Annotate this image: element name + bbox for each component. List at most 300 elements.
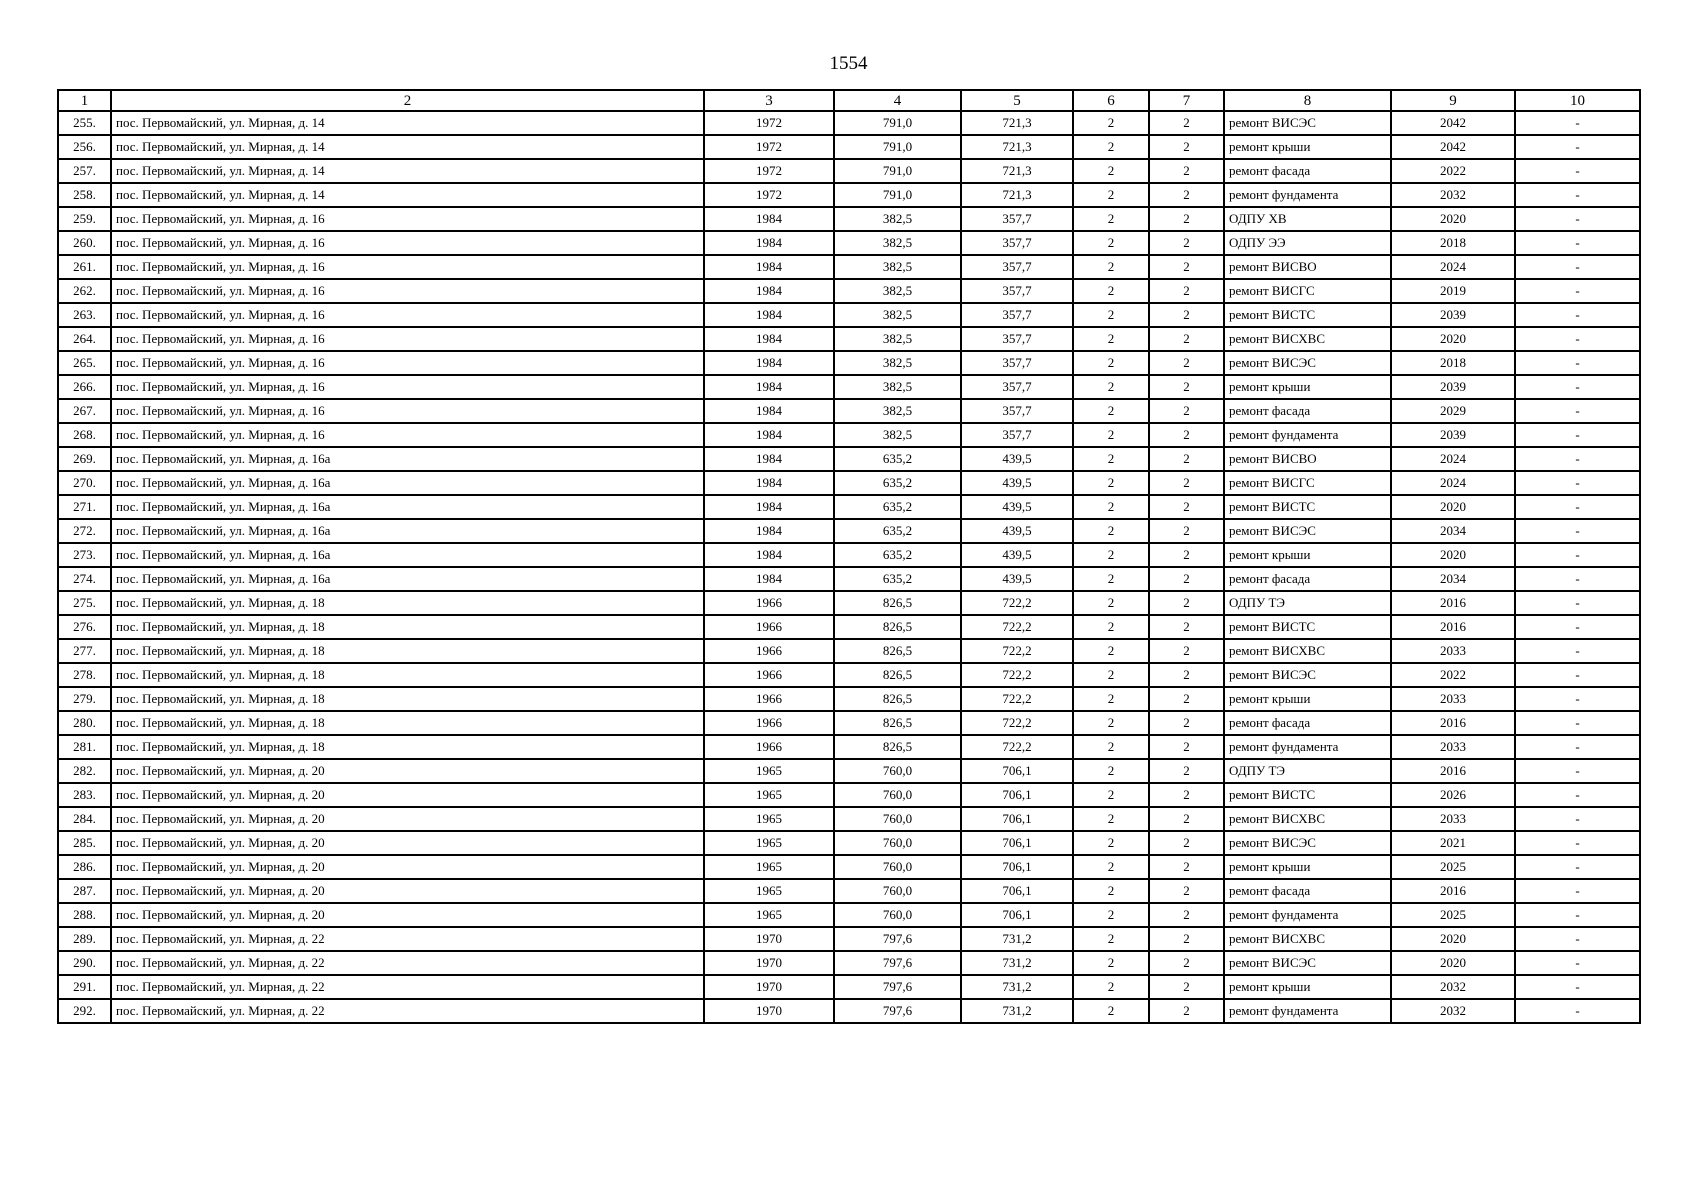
table-row	[58, 807, 1640, 831]
entrances-cell: 2	[1149, 759, 1224, 783]
address-cell: пос. Первомайский, ул. Мирная, д. 14	[111, 111, 704, 135]
floors-cell: 2	[1073, 447, 1149, 471]
total-area-cell: 635,2	[834, 519, 961, 543]
year-built-cell: 1984	[704, 279, 834, 303]
notes-cell: -	[1515, 135, 1640, 159]
work-type-cell: ремонт крыши	[1224, 375, 1391, 399]
living-area-cell: 722,2	[961, 663, 1073, 687]
notes-cell: -	[1515, 711, 1640, 735]
planned-year-cell: 2034	[1391, 567, 1515, 591]
work-type-cell: ремонт крыши	[1224, 975, 1391, 999]
address-cell: пос. Первомайский, ул. Мирная, д. 16	[111, 207, 704, 231]
entrances-cell: 2	[1149, 327, 1224, 351]
column-header-4: 4	[834, 90, 961, 111]
year-built-cell: 1966	[704, 687, 834, 711]
table-row	[58, 855, 1640, 879]
planned-year-cell: 2016	[1391, 879, 1515, 903]
planned-year-cell: 2039	[1391, 303, 1515, 327]
work-type-cell: ремонт ВИСХВС	[1224, 927, 1391, 951]
header-row	[58, 90, 1640, 111]
floors-cell: 2	[1073, 759, 1149, 783]
row-number-cell: 291.	[58, 975, 111, 999]
year-built-cell: 1984	[704, 327, 834, 351]
year-built-cell: 1984	[704, 447, 834, 471]
notes-cell: -	[1515, 327, 1640, 351]
living-area-cell: 721,3	[961, 159, 1073, 183]
notes-cell: -	[1515, 255, 1640, 279]
work-type-cell: ремонт фасада	[1224, 711, 1391, 735]
notes-cell: -	[1515, 279, 1640, 303]
work-type-cell: ремонт фундамента	[1224, 183, 1391, 207]
row-number-cell: 274.	[58, 567, 111, 591]
planned-year-cell: 2022	[1391, 663, 1515, 687]
notes-cell: -	[1515, 111, 1640, 135]
floors-cell: 2	[1073, 303, 1149, 327]
notes-cell: -	[1515, 543, 1640, 567]
work-type-cell: ремонт ВИСТС	[1224, 495, 1391, 519]
table-body	[58, 111, 1640, 1023]
work-type-cell: ремонт фундамента	[1224, 903, 1391, 927]
address-cell: пос. Первомайский, ул. Мирная, д. 16а	[111, 543, 704, 567]
living-area-cell: 357,7	[961, 255, 1073, 279]
year-built-cell: 1970	[704, 927, 834, 951]
row-number-cell: 257.	[58, 159, 111, 183]
column-header-3: 3	[704, 90, 834, 111]
address-cell: пос. Первомайский, ул. Мирная, д. 16	[111, 351, 704, 375]
entrances-cell: 2	[1149, 591, 1224, 615]
entrances-cell: 2	[1149, 735, 1224, 759]
living-area-cell: 439,5	[961, 567, 1073, 591]
entrances-cell: 2	[1149, 111, 1224, 135]
table-row	[58, 279, 1640, 303]
entrances-cell: 2	[1149, 855, 1224, 879]
work-type-cell: ОДПУ ТЭ	[1224, 591, 1391, 615]
row-number-cell: 278.	[58, 663, 111, 687]
floors-cell: 2	[1073, 927, 1149, 951]
total-area-cell: 791,0	[834, 183, 961, 207]
row-number-cell: 259.	[58, 207, 111, 231]
total-area-cell: 635,2	[834, 495, 961, 519]
column-header-1: 1	[58, 90, 111, 111]
address-cell: пос. Первомайский, ул. Мирная, д. 22	[111, 927, 704, 951]
planned-year-cell: 2016	[1391, 759, 1515, 783]
notes-cell: -	[1515, 687, 1640, 711]
planned-year-cell: 2016	[1391, 711, 1515, 735]
address-cell: пос. Первомайский, ул. Мирная, д. 16	[111, 375, 704, 399]
living-area-cell: 722,2	[961, 591, 1073, 615]
total-area-cell: 382,5	[834, 231, 961, 255]
notes-cell: -	[1515, 231, 1640, 255]
total-area-cell: 826,5	[834, 687, 961, 711]
living-area-cell: 706,1	[961, 759, 1073, 783]
table-row	[58, 543, 1640, 567]
table-row	[58, 759, 1640, 783]
table-row	[58, 663, 1640, 687]
row-number-cell: 279.	[58, 687, 111, 711]
notes-cell: -	[1515, 879, 1640, 903]
living-area-cell: 357,7	[961, 207, 1073, 231]
entrances-cell: 2	[1149, 183, 1224, 207]
work-type-cell: ремонт ВИСТС	[1224, 615, 1391, 639]
entrances-cell: 2	[1149, 303, 1224, 327]
row-number-cell: 268.	[58, 423, 111, 447]
row-number-cell: 264.	[58, 327, 111, 351]
floors-cell: 2	[1073, 783, 1149, 807]
work-type-cell: ремонт ВИСЭС	[1224, 951, 1391, 975]
work-type-cell: ремонт фасада	[1224, 567, 1391, 591]
year-built-cell: 1984	[704, 351, 834, 375]
living-area-cell: 439,5	[961, 519, 1073, 543]
entrances-cell: 2	[1149, 567, 1224, 591]
row-number-cell: 267.	[58, 399, 111, 423]
notes-cell: -	[1515, 471, 1640, 495]
year-built-cell: 1965	[704, 903, 834, 927]
planned-year-cell: 2018	[1391, 231, 1515, 255]
total-area-cell: 382,5	[834, 375, 961, 399]
work-type-cell: ремонт фундамента	[1224, 423, 1391, 447]
living-area-cell: 439,5	[961, 495, 1073, 519]
table-row	[58, 735, 1640, 759]
year-built-cell: 1972	[704, 159, 834, 183]
floors-cell: 2	[1073, 471, 1149, 495]
floors-cell: 2	[1073, 399, 1149, 423]
row-number-cell: 263.	[58, 303, 111, 327]
row-number-cell: 280.	[58, 711, 111, 735]
notes-cell: -	[1515, 807, 1640, 831]
planned-year-cell: 2019	[1391, 279, 1515, 303]
floors-cell: 2	[1073, 255, 1149, 279]
work-type-cell: ремонт ВИСХВС	[1224, 807, 1391, 831]
notes-cell: -	[1515, 303, 1640, 327]
living-area-cell: 357,7	[961, 303, 1073, 327]
year-built-cell: 1984	[704, 303, 834, 327]
notes-cell: -	[1515, 663, 1640, 687]
row-number-cell: 260.	[58, 231, 111, 255]
year-built-cell: 1972	[704, 135, 834, 159]
row-number-cell: 289.	[58, 927, 111, 951]
total-area-cell: 826,5	[834, 663, 961, 687]
planned-year-cell: 2032	[1391, 183, 1515, 207]
total-area-cell: 760,0	[834, 879, 961, 903]
address-cell: пос. Первомайский, ул. Мирная, д. 18	[111, 615, 704, 639]
year-built-cell: 1984	[704, 207, 834, 231]
entrances-cell: 2	[1149, 831, 1224, 855]
year-built-cell: 1972	[704, 183, 834, 207]
row-number-cell: 272.	[58, 519, 111, 543]
floors-cell: 2	[1073, 903, 1149, 927]
table-row	[58, 927, 1640, 951]
total-area-cell: 826,5	[834, 639, 961, 663]
work-type-cell: ремонт ВИСГС	[1224, 279, 1391, 303]
work-type-cell: ремонт ВИСТС	[1224, 303, 1391, 327]
table-row	[58, 159, 1640, 183]
address-cell: пос. Первомайский, ул. Мирная, д. 18	[111, 639, 704, 663]
work-type-cell: ремонт крыши	[1224, 687, 1391, 711]
total-area-cell: 382,5	[834, 303, 961, 327]
total-area-cell: 826,5	[834, 735, 961, 759]
year-built-cell: 1984	[704, 471, 834, 495]
entrances-cell: 2	[1149, 903, 1224, 927]
notes-cell: -	[1515, 735, 1640, 759]
year-built-cell: 1972	[704, 111, 834, 135]
row-number-cell: 275.	[58, 591, 111, 615]
table-row	[58, 447, 1640, 471]
notes-cell: -	[1515, 639, 1640, 663]
row-number-cell: 285.	[58, 831, 111, 855]
address-cell: пос. Первомайский, ул. Мирная, д. 20	[111, 855, 704, 879]
table-row	[58, 207, 1640, 231]
address-cell: пос. Первомайский, ул. Мирная, д. 22	[111, 999, 704, 1023]
total-area-cell: 826,5	[834, 711, 961, 735]
entrances-cell: 2	[1149, 447, 1224, 471]
entrances-cell: 2	[1149, 135, 1224, 159]
planned-year-cell: 2020	[1391, 927, 1515, 951]
total-area-cell: 382,5	[834, 255, 961, 279]
table-row	[58, 111, 1640, 135]
table-row	[58, 519, 1640, 543]
entrances-cell: 2	[1149, 423, 1224, 447]
work-type-cell: ремонт крыши	[1224, 543, 1391, 567]
notes-cell: -	[1515, 207, 1640, 231]
table-row	[58, 255, 1640, 279]
row-number-cell: 255.	[58, 111, 111, 135]
total-area-cell: 826,5	[834, 591, 961, 615]
living-area-cell: 439,5	[961, 447, 1073, 471]
living-area-cell: 706,1	[961, 783, 1073, 807]
planned-year-cell: 2033	[1391, 807, 1515, 831]
work-type-cell: ремонт фасада	[1224, 879, 1391, 903]
address-cell: пос. Первомайский, ул. Мирная, д. 16а	[111, 567, 704, 591]
year-built-cell: 1965	[704, 759, 834, 783]
notes-cell: -	[1515, 759, 1640, 783]
planned-year-cell: 2024	[1391, 447, 1515, 471]
entrances-cell: 2	[1149, 255, 1224, 279]
table-row	[58, 591, 1640, 615]
row-number-cell: 277.	[58, 639, 111, 663]
planned-year-cell: 2029	[1391, 399, 1515, 423]
floors-cell: 2	[1073, 855, 1149, 879]
notes-cell: -	[1515, 903, 1640, 927]
row-number-cell: 284.	[58, 807, 111, 831]
living-area-cell: 357,7	[961, 375, 1073, 399]
year-built-cell: 1984	[704, 423, 834, 447]
row-number-cell: 271.	[58, 495, 111, 519]
living-area-cell: 731,2	[961, 999, 1073, 1023]
address-cell: пос. Первомайский, ул. Мирная, д. 16а	[111, 471, 704, 495]
floors-cell: 2	[1073, 423, 1149, 447]
planned-year-cell: 2020	[1391, 495, 1515, 519]
entrances-cell: 2	[1149, 399, 1224, 423]
floors-cell: 2	[1073, 183, 1149, 207]
floors-cell: 2	[1073, 687, 1149, 711]
entrances-cell: 2	[1149, 375, 1224, 399]
work-type-cell: ремонт фасада	[1224, 399, 1391, 423]
notes-cell: -	[1515, 351, 1640, 375]
notes-cell: -	[1515, 975, 1640, 999]
planned-year-cell: 2020	[1391, 207, 1515, 231]
living-area-cell: 722,2	[961, 615, 1073, 639]
table-row	[58, 183, 1640, 207]
table-row	[58, 327, 1640, 351]
total-area-cell: 635,2	[834, 543, 961, 567]
floors-cell: 2	[1073, 375, 1149, 399]
total-area-cell: 797,6	[834, 951, 961, 975]
total-area-cell: 635,2	[834, 471, 961, 495]
year-built-cell: 1965	[704, 807, 834, 831]
table-row	[58, 999, 1640, 1023]
row-number-cell: 288.	[58, 903, 111, 927]
work-type-cell: ремонт ВИСЭС	[1224, 111, 1391, 135]
total-area-cell: 382,5	[834, 207, 961, 231]
total-area-cell: 760,0	[834, 783, 961, 807]
address-cell: пос. Первомайский, ул. Мирная, д. 20	[111, 807, 704, 831]
floors-cell: 2	[1073, 591, 1149, 615]
address-cell: пос. Первомайский, ул. Мирная, д. 16	[111, 423, 704, 447]
year-built-cell: 1966	[704, 591, 834, 615]
table-row	[58, 711, 1640, 735]
table-row	[58, 831, 1640, 855]
floors-cell: 2	[1073, 831, 1149, 855]
year-built-cell: 1970	[704, 999, 834, 1023]
floors-cell: 2	[1073, 159, 1149, 183]
notes-cell: -	[1515, 183, 1640, 207]
total-area-cell: 760,0	[834, 855, 961, 879]
notes-cell: -	[1515, 495, 1640, 519]
total-area-cell: 760,0	[834, 759, 961, 783]
floors-cell: 2	[1073, 327, 1149, 351]
planned-year-cell: 2020	[1391, 543, 1515, 567]
notes-cell: -	[1515, 591, 1640, 615]
planned-year-cell: 2016	[1391, 615, 1515, 639]
row-number-cell: 281.	[58, 735, 111, 759]
living-area-cell: 706,1	[961, 855, 1073, 879]
work-type-cell: ремонт фундамента	[1224, 735, 1391, 759]
entrances-cell: 2	[1149, 639, 1224, 663]
planned-year-cell: 2024	[1391, 471, 1515, 495]
living-area-cell: 357,7	[961, 279, 1073, 303]
notes-cell: -	[1515, 375, 1640, 399]
address-cell: пос. Первомайский, ул. Мирная, д. 16	[111, 303, 704, 327]
notes-cell: -	[1515, 399, 1640, 423]
work-type-cell: ремонт ВИСТС	[1224, 783, 1391, 807]
living-area-cell: 731,2	[961, 975, 1073, 999]
planned-year-cell: 2021	[1391, 831, 1515, 855]
year-built-cell: 1984	[704, 231, 834, 255]
table-row	[58, 567, 1640, 591]
year-built-cell: 1984	[704, 399, 834, 423]
work-type-cell: ремонт ВИСВО	[1224, 255, 1391, 279]
address-cell: пос. Первомайский, ул. Мирная, д. 18	[111, 711, 704, 735]
work-type-cell: ОДПУ ХВ	[1224, 207, 1391, 231]
row-number-cell: 292.	[58, 999, 111, 1023]
entrances-cell: 2	[1149, 951, 1224, 975]
living-area-cell: 439,5	[961, 543, 1073, 567]
column-header-8: 8	[1224, 90, 1391, 111]
floors-cell: 2	[1073, 711, 1149, 735]
work-type-cell: ремонт ВИСГС	[1224, 471, 1391, 495]
total-area-cell: 382,5	[834, 399, 961, 423]
table-row	[58, 471, 1640, 495]
row-number-cell: 269.	[58, 447, 111, 471]
planned-year-cell: 2033	[1391, 639, 1515, 663]
living-area-cell: 357,7	[961, 231, 1073, 255]
living-area-cell: 357,7	[961, 327, 1073, 351]
floors-cell: 2	[1073, 111, 1149, 135]
floors-cell: 2	[1073, 663, 1149, 687]
floors-cell: 2	[1073, 519, 1149, 543]
row-number-cell: 286.	[58, 855, 111, 879]
table-row	[58, 687, 1640, 711]
total-area-cell: 791,0	[834, 135, 961, 159]
page-number: 1554	[829, 53, 868, 74]
entrances-cell: 2	[1149, 879, 1224, 903]
year-built-cell: 1966	[704, 639, 834, 663]
row-number-cell: 266.	[58, 375, 111, 399]
floors-cell: 2	[1073, 351, 1149, 375]
entrances-cell: 2	[1149, 231, 1224, 255]
row-number-cell: 265.	[58, 351, 111, 375]
work-type-cell: ремонт крыши	[1224, 855, 1391, 879]
notes-cell: -	[1515, 951, 1640, 975]
year-built-cell: 1984	[704, 495, 834, 519]
table-row	[58, 639, 1640, 663]
address-cell: пос. Первомайский, ул. Мирная, д. 20	[111, 879, 704, 903]
total-area-cell: 382,5	[834, 279, 961, 303]
living-area-cell: 706,1	[961, 807, 1073, 831]
work-type-cell: ОДПУ ТЭ	[1224, 759, 1391, 783]
total-area-cell: 760,0	[834, 903, 961, 927]
entrances-cell: 2	[1149, 687, 1224, 711]
row-number-cell: 287.	[58, 879, 111, 903]
year-built-cell: 1984	[704, 375, 834, 399]
entrances-cell: 2	[1149, 351, 1224, 375]
row-number-cell: 262.	[58, 279, 111, 303]
living-area-cell: 722,2	[961, 639, 1073, 663]
table-row	[58, 351, 1640, 375]
notes-cell: -	[1515, 447, 1640, 471]
work-type-cell: ремонт крыши	[1224, 135, 1391, 159]
planned-year-cell: 2033	[1391, 687, 1515, 711]
planned-year-cell: 2042	[1391, 111, 1515, 135]
registry-table	[57, 89, 1641, 1024]
floors-cell: 2	[1073, 135, 1149, 159]
work-type-cell: ремонт ВИСХВС	[1224, 639, 1391, 663]
living-area-cell: 357,7	[961, 423, 1073, 447]
work-type-cell: ремонт ВИСХВС	[1224, 327, 1391, 351]
floors-cell: 2	[1073, 999, 1149, 1023]
row-number-cell: 276.	[58, 615, 111, 639]
year-built-cell: 1966	[704, 615, 834, 639]
entrances-cell: 2	[1149, 471, 1224, 495]
year-built-cell: 1966	[704, 711, 834, 735]
planned-year-cell: 2042	[1391, 135, 1515, 159]
planned-year-cell: 2039	[1391, 375, 1515, 399]
row-number-cell: 270.	[58, 471, 111, 495]
work-type-cell: ремонт ВИСЭС	[1224, 663, 1391, 687]
work-type-cell: ремонт фасада	[1224, 159, 1391, 183]
floors-cell: 2	[1073, 543, 1149, 567]
column-header-9: 9	[1391, 90, 1515, 111]
floors-cell: 2	[1073, 567, 1149, 591]
year-built-cell: 1965	[704, 783, 834, 807]
address-cell: пос. Первомайский, ул. Мирная, д. 14	[111, 183, 704, 207]
planned-year-cell: 2020	[1391, 951, 1515, 975]
entrances-cell: 2	[1149, 519, 1224, 543]
living-area-cell: 721,3	[961, 111, 1073, 135]
work-type-cell: ремонт ВИСЭС	[1224, 831, 1391, 855]
row-number-cell: 258.	[58, 183, 111, 207]
row-number-cell: 290.	[58, 951, 111, 975]
